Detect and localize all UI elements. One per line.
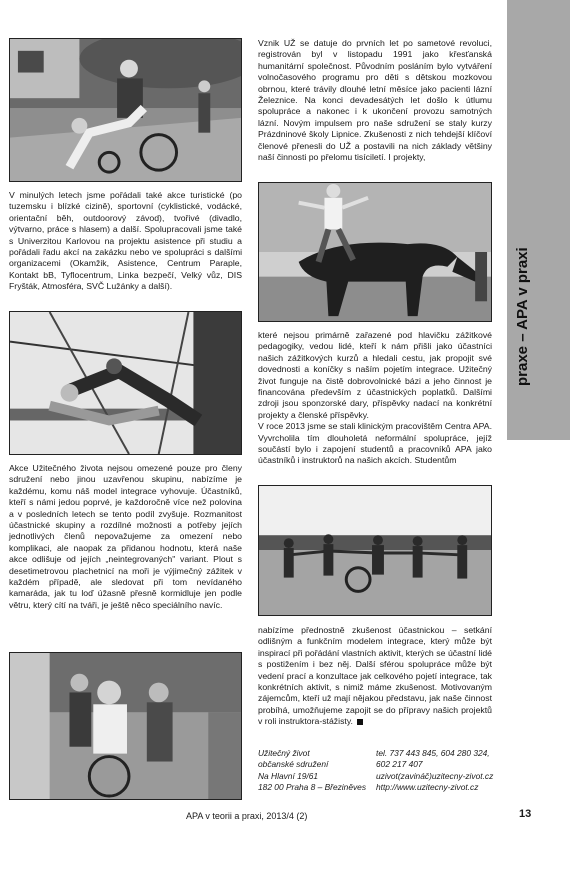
photo-horse-riding — [258, 182, 492, 322]
contact-phone: 602 217 407 — [376, 759, 423, 770]
end-mark-icon — [357, 719, 363, 725]
contact-line: Užitečný život — [258, 748, 310, 758]
text-column-left — [9, 190, 242, 293]
journal-footer: APA v teorii a praxi, 2013/4 (2) — [186, 811, 308, 821]
contact-line: 182 00 Praha 8 – Březiněves — [258, 782, 367, 793]
contact-email[interactable]: uzivot(zavináč)uzitecny-zivot.cz — [376, 770, 494, 781]
paragraph: V roce 2013 jsme se stali klinickým pracovištěm Centra APA. Vyvrcholila tím dlouholetá neformální spolupráce, jejíž součástí bylo i zapojení studentů a pracovníků APA jako účastníků i instruktorů na našich akcích. Studentům — [258, 421, 492, 466]
contact-phone: tel. 737 443 845, 604 280 324, — [376, 748, 490, 758]
photo-wheelchair-pushing — [9, 38, 242, 182]
photo-group-wheelchair — [9, 652, 242, 800]
contact-line: Na Hlavní 19/61 — [258, 770, 319, 781]
text-column-right — [258, 38, 492, 163]
contact-line: občanské sdružení — [258, 759, 329, 770]
text-column-right-lower — [258, 625, 492, 728]
paragraph: nabízíme přednostně zkušenost účastnickou – setkání odlišným a funkčním modelem integrace, který může být inspirací při pořádání vlastních aktivit, kterých se účastní lidé s postižením i bez něj. Další sférou spolupráce může být vedení prací a konzultace jak celkového pojetí integrace, tak konkrétních aktivit, s nimiž máme zkušenost. Motivovaným zájemcům, kteří už mají nějakou představu, jak naše činnost probíhá, umožňujeme zapojit se do přípravy našich projektů v roli instruktora-stážisty. — [258, 625, 492, 727]
photo-circle-dance — [258, 485, 492, 616]
page-number: 13 — [519, 808, 532, 820]
contact-details — [376, 748, 494, 794]
photo-rope-course — [9, 311, 242, 455]
paragraph: Akce Užitečného života nejsou omezené pouze pro členy sdružení nebo jinou uzavřenou skupinu, nabízíme je každému, komu náš model integrace vyhovuje. Účastníků, kteří s námi jedou poprvé, je každoročně více než polovina a v posledních letech se tento podíl zvyšuje. Rozmanitost účastnické skupiny a rozdílné možnosti a potřeby jejích jednotlivých členů nepovažujeme za omezení nebo komplikaci, ale naopak za přidanou hodnotu, která naše akce odlišuje od jejích „neintegrovaných" variant. Plout s desetimetrovou plachetnicí na moři je výjimečný zážitek v každém případě, ale sledovat při tom nevídaného kamaráda, jak tu loď úžasně přesně kormidluje jen podle větru, který cítí na tváři, je ještě něco speciálního navíc. — [9, 463, 242, 610]
contact-address — [258, 748, 378, 794]
contact-website[interactable]: http://www.uzitecny-zivot.cz — [376, 782, 479, 793]
text-column-right-mid — [258, 330, 492, 467]
paragraph: Vznik UŽ se datuje do prvních let po sametové revoluci, registrován byl v listopadu 1991 jako křesťanská humanitární společnost. Původním posláním bylo vytváření volnočasového programu pro děti s dětskou mozkovou obrnou, které trávily dlouhé letní měsíce jako pacienti lázní Železnice. Na konci devadesátých let došlo k útlumu spolupráce a nakonec i k ukončení provozu samotných lázní. Novým impulsem pro naše sdružení se staly kurzy Prázdninové školy Lipnice. Zkušenosti z nich tehdejší klíčoví členové přenesli do UŽ a postavili na nich základy většiny naší činnosti po přelomu tisíciletí. I projekty, — [258, 38, 492, 163]
paragraph: které nejsou primárně zařazené pod hlavičku zážitkové pedagogiky, vedou lidé, kteří k nám přišli jako účastníci našich zážitkových kurzů a hledali cestu, jak propojit své dovednosti a koníčky s naším pojetím integrace. Užitečný život funguje na čistě dobrovolnické bázi a jeho činnost je financována především z účastnických poplatků. Dalšími zdroji jsou sponzorské dary, příspěvky nadací na konkrétní projekty a členské příspěvky. — [258, 330, 492, 420]
section-label — [511, 330, 535, 386]
paragraph: V minulých letech jsme pořádali také akce turistické (po tuzemsku i blízké cizině), sportovní (cyklistické, vodácké, orientační běh, outdoorový závod), tvořivé (divadlo, výtvarno, práce s hlasem) a další. Spolupracovali jsme také s Univerzitou Karlovou na projektu asistence při studiu a pořádali řadu akcí na zakázku nebo ve spolupráci s dalšími organizacemi (Okamžik, Asistence, Centrum Paraple, Kontakt bB, Tyflocentrum, Linka bezpečí, Velký vůz, DIS Fryšták, Atmosféra, SVČ Lužánky a další). — [9, 190, 242, 292]
text-column-left-lower — [9, 463, 242, 611]
